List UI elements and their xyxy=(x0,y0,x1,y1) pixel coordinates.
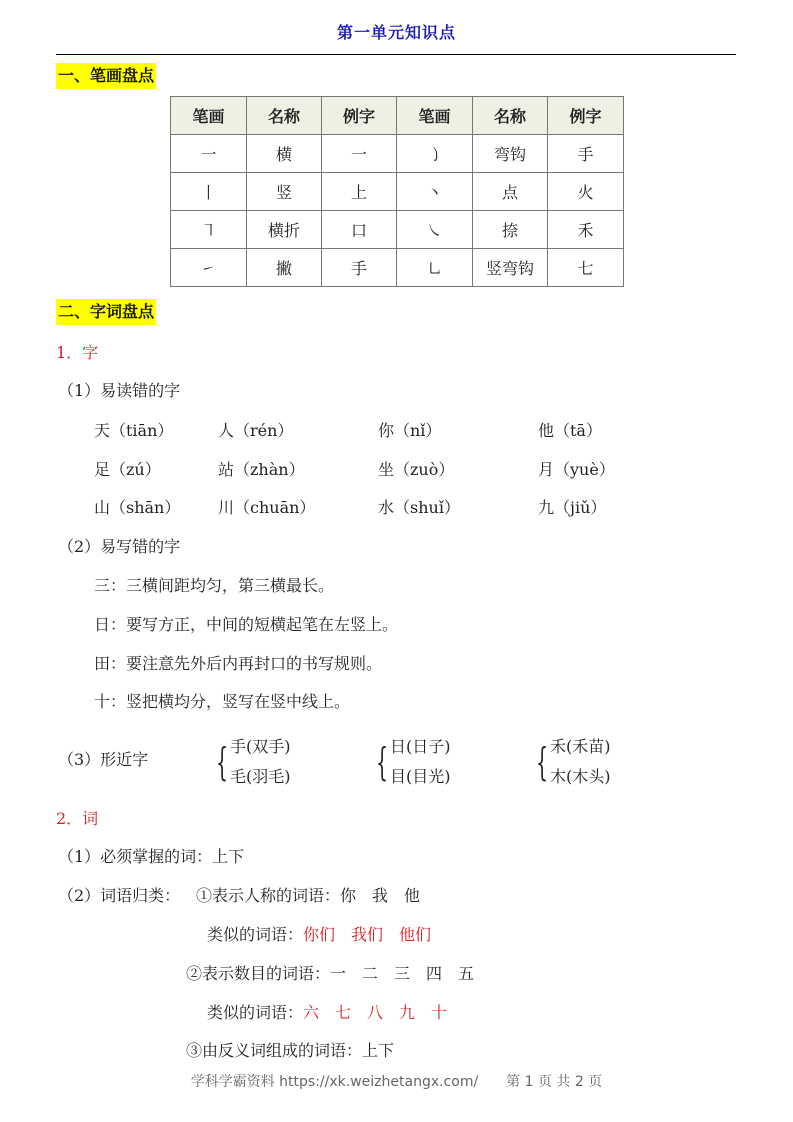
table-cell: 点 xyxy=(473,173,548,211)
table-row xyxy=(171,249,624,287)
similar-words-label: 类似的词语： xyxy=(207,925,304,944)
similar-words-row xyxy=(207,1000,447,1023)
miswrite-item: 十：竖把横均分，竖写在竖中线上。 xyxy=(94,692,351,711)
table-cell: 丨 xyxy=(171,173,247,211)
word-group-label: ③由反义词组成的词语：上下 xyxy=(186,1041,395,1060)
table-cell: 横 xyxy=(247,135,322,173)
table-cell: 火 xyxy=(548,173,624,211)
table-cell: ㇀ xyxy=(171,249,247,287)
similar-group xyxy=(216,732,336,792)
brace-icon: { xyxy=(216,740,229,784)
miswrite-item: 日：要写方正，中间的短横起笔在左竖上。 xyxy=(94,615,399,634)
table-cell: 一 xyxy=(171,135,247,173)
misread-item: 他（tā） xyxy=(538,421,602,440)
misread-title: （1）易读错的字 xyxy=(58,381,181,400)
word-group-label: ①表示人称的词语：你 我 他 xyxy=(196,886,421,905)
misread-item: 站（zhàn） xyxy=(218,460,305,479)
table-header-cell: 名称 xyxy=(247,97,322,135)
misread-item: 水（shuǐ） xyxy=(378,498,460,517)
misread-item: 九（jiǔ） xyxy=(538,498,607,517)
must-master-words: （1）必须掌握的词：上下 xyxy=(58,847,245,866)
miswrite-item: 三：三横间距均匀，第三横最长。 xyxy=(94,576,335,595)
misread-item: 川（chuān） xyxy=(218,498,316,517)
page-title: 第一单元知识点 xyxy=(336,23,456,42)
table-cell: 禾 xyxy=(548,211,624,249)
table-cell: ㇏ xyxy=(397,211,473,249)
miswrite-item: 田：要注意先外后内再封口的书写规则。 xyxy=(94,654,383,673)
subsection-title-characters: 1．字 xyxy=(56,343,99,362)
similar-item: 目(目光) xyxy=(390,767,451,786)
similar-item: 毛(羽毛) xyxy=(230,767,291,786)
table-row xyxy=(171,135,624,173)
similar-words-value: 六 七 八 九 十 xyxy=(303,1003,448,1022)
similar-title: （3）形近字 xyxy=(58,750,149,769)
misread-item: 你（nǐ） xyxy=(378,421,442,440)
misread-item: 足（zú） xyxy=(94,460,161,479)
table-header-cell: 笔画 xyxy=(397,97,473,135)
header-rule xyxy=(56,54,736,55)
table-cell: 上 xyxy=(322,173,397,211)
section-heading-strokes: 一、笔画盘点 xyxy=(56,63,156,89)
table-header-cell: 名称 xyxy=(473,97,548,135)
similar-words-value: 你们 我们 他们 xyxy=(303,925,432,944)
misread-item: 山（shān） xyxy=(94,498,181,517)
table-row xyxy=(171,173,624,211)
table-header-cell: 例字 xyxy=(548,97,624,135)
table-cell: 七 xyxy=(548,249,624,287)
table-cell: 捺 xyxy=(473,211,548,249)
subsection-title-words: 2．词 xyxy=(56,809,99,828)
table-cell: ㇕ xyxy=(171,211,247,249)
similar-words-label: 类似的词语： xyxy=(207,1003,304,1022)
brace-icon: { xyxy=(536,740,549,784)
table-header-cell: 例字 xyxy=(322,97,397,135)
similar-item: 禾(禾苗) xyxy=(550,737,611,756)
miswrite-title: （2）易写错的字 xyxy=(58,537,181,556)
brace-icon: { xyxy=(376,740,389,784)
word-group-label: ②表示数目的词语：一 二 三 四 五 xyxy=(186,964,475,983)
table-cell: 口 xyxy=(322,211,397,249)
misread-item: 人（rén） xyxy=(218,421,294,440)
similar-words-row xyxy=(207,922,431,945)
table-cell: 竖 xyxy=(247,173,322,211)
stroke-table xyxy=(170,96,624,287)
table-header-row xyxy=(171,97,624,135)
table-cell: 一 xyxy=(322,135,397,173)
similar-item: 木(木头) xyxy=(550,767,611,786)
classify-prefix: （2）词语归类： xyxy=(58,886,181,905)
table-row xyxy=(171,211,624,249)
similar-group xyxy=(536,732,656,792)
table-cell: 弯钩 xyxy=(473,135,548,173)
similar-item: 手(双手) xyxy=(230,737,291,756)
table-cell: ㇁ xyxy=(397,135,473,173)
misread-item: 月（yuè） xyxy=(538,460,615,479)
table-cell: 撇 xyxy=(247,249,322,287)
table-cell: 手 xyxy=(322,249,397,287)
table-cell: 竖弯钩 xyxy=(473,249,548,287)
table-cell: 手 xyxy=(548,135,624,173)
similar-item: 日(日子) xyxy=(390,737,451,756)
table-cell: 横折 xyxy=(247,211,322,249)
misread-item: 天（tiān） xyxy=(94,421,174,440)
page-footer: 学科学霸资料 https://xk.weizhetangx.com/ 第 1 页 共 2 页 xyxy=(190,1074,603,1090)
table-cell: ㇟ xyxy=(397,249,473,287)
section-heading-words: 二、字词盘点 xyxy=(56,299,156,325)
table-cell: 丶 xyxy=(397,173,473,211)
similar-group xyxy=(376,732,496,792)
table-header-cell: 笔画 xyxy=(171,97,247,135)
misread-item: 坐（zuò） xyxy=(378,460,455,479)
